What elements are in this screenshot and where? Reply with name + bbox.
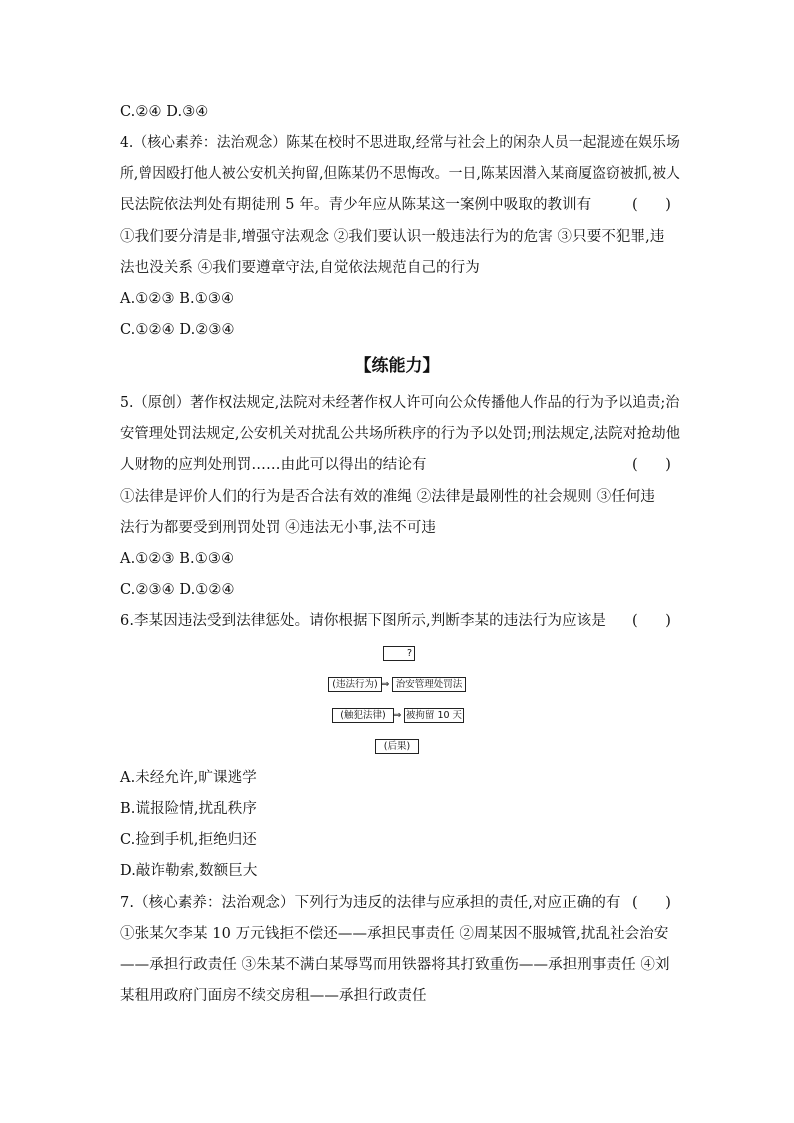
q5-stem-line2: 安管理处罚法规定,公安机关对扰乱公共场所秩序的行为予以处罚;刑法规定,法院对抢劫他 bbox=[120, 426, 681, 442]
q4-options-ab: A.①②③ B.①③④ bbox=[120, 291, 235, 307]
q6-answer-paren: ( ) bbox=[632, 613, 671, 629]
diagram-law-box: 治安管理处罚法 bbox=[392, 677, 466, 692]
q4-stem-line3: 民法院依法判处有期徒刑 5 年。青少年应从陈某这一案例中吸取的教训有 bbox=[120, 197, 592, 213]
q6-option-d: D.敲诈勒索,数额巨大 bbox=[120, 863, 258, 879]
q4-answer-paren: ( ) bbox=[632, 197, 671, 213]
q7-answer-paren: ( ) bbox=[632, 895, 671, 911]
q6-stem: 6.李某因违法受到法律惩处。请你根据下图所示,判断李某的违法行为应该是 bbox=[120, 613, 606, 629]
q5-statements-line1: ①法律是评价人们的行为是否合法有效的准绳 ②法律是最刚性的社会规则 ③任何违 bbox=[120, 489, 656, 505]
diagram-arrow-row1: ⇒ bbox=[381, 679, 390, 690]
diagram-top-box: ? bbox=[383, 646, 415, 661]
diagram-violate-law-box: (触犯法律) bbox=[332, 708, 394, 723]
diagram-illegal-act-box: (违法行为) bbox=[328, 677, 382, 692]
diagram-consequence-box: (后果) bbox=[375, 739, 419, 754]
q5-statements-line2: 法行为都要受到刑罚处罚 ④违法无小事,法不可违 bbox=[120, 520, 437, 536]
q5-options-ab: A.①②③ B.①③④ bbox=[120, 551, 235, 567]
q7-statements-line3: 某租用政府门面房不续交房租——承担行政责任 bbox=[120, 988, 427, 1004]
q7-statements-line2: ——承担行政责任 ③朱某不满白某辱骂而用铁器将其打致重伤——承担刑事责任 ④刘 bbox=[120, 957, 670, 973]
q6-option-b: B.谎报险情,扰乱秩序 bbox=[120, 801, 257, 817]
q5-options-cd: C.②③④ D.①②④ bbox=[120, 582, 235, 598]
q5-stem-line1: 5.（原创）著作权法规定,法院对未经著作权人许可向公众传播他人作品的行为予以追责;治 bbox=[120, 395, 680, 411]
diagram-arrow-row2: ⇒ bbox=[393, 710, 402, 721]
q7-stem: 7.（核心素养：法治观念）下列行为违反的法律与应承担的责任,对应正确的有 bbox=[120, 895, 621, 911]
q5-answer-paren: ( ) bbox=[632, 457, 671, 473]
q6-option-c: C.捡到手机,拒绝归还 bbox=[120, 832, 257, 848]
q4-statements-line2: 法也没关系 ④我们要遵章守法,自觉依法规范自己的行为 bbox=[120, 260, 480, 276]
diagram-detained-box: 被拘留 10 天 bbox=[405, 710, 463, 721]
q4-statements-line1: ①我们要分清是非,增强守法观念 ②我们要认识一般违法行为的危害 ③只要不犯罪,违 bbox=[120, 229, 665, 245]
section-heading: 【练能力】 bbox=[354, 356, 440, 376]
q4-stem-line1: 4.（核心素养：法治观念）陈某在校时不思进取,经常与社会上的闲杂人员一起混迹在娱乐场 bbox=[120, 135, 680, 151]
q6-option-a: A.未经允许,旷课逃学 bbox=[120, 770, 257, 786]
q5-stem-line3: 人财物的应判处刑罚……由此可以得出的结论有 bbox=[120, 457, 427, 473]
q7-statements-line1: ①张某欠李某 10 万元钱拒不偿还——承担民事责任 ②周某因不服城管,扰乱社会治安 bbox=[120, 926, 669, 942]
q4-stem-line2: 所,曾因殴打他人被公安机关拘留,但陈某仍不思悔改。一日,陈某因潜入某商厦盗窃被抓,被人 bbox=[120, 166, 680, 182]
q3-options-cd: C.②④ D.③④ bbox=[120, 104, 209, 120]
q4-options-cd: C.①②④ D.②③④ bbox=[120, 322, 235, 338]
